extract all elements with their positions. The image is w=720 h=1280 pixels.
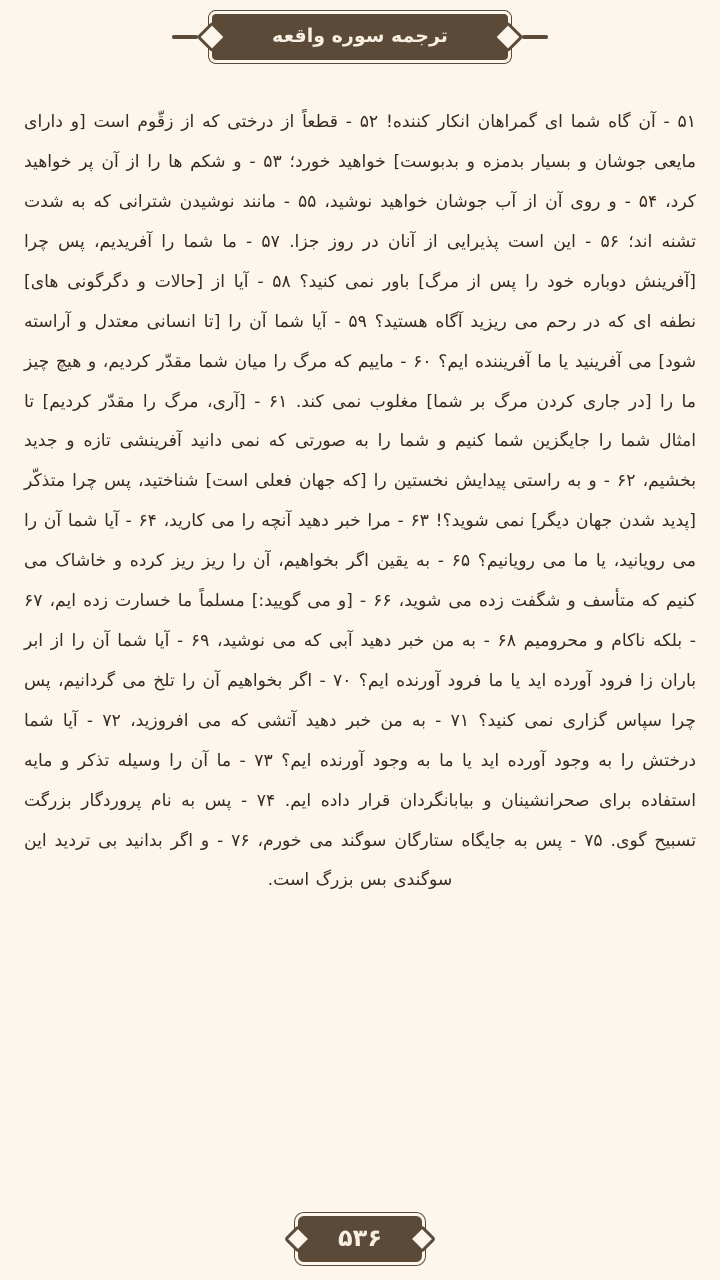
translation-paragraph: ۵۱ - آن گاه شما ای گمراهان انکار کننده! ۵۲ - قطعاً از درختی که از زقّوم است [و دارای مایعی جوشان و بسیار بدمزه و بدبوست] خواهید خورد؛ ۵۳ - و شکم ها را از آن پر خواهید کرد، ۵۴ - و روی آن از آب جوشان خواهید نوشید، ۵۵ - مانند نوشیدن شترانی که به شدت تشنه اند؛ ۵۶ - این است پذیرایی از آنان در روز جزا. ۵۷ - ما شما را آفریدیم، پس چرا [آفرینش دوباره خود را پس از مرگ] باور نمی کنید؟ ۵۸ - آیا از [حالات و دگرگونی های] نطفه ای که در رحم می ریزید آگاه هستید؟ ۵۹ - آیا شما آن را [تا انسانی معتدل و آراسته شود] می آفرینید یا ما آفریننده ایم؟ ۶۰ - ماییم که مرگ را میان شما مقدّر کردیم، و هیچ چیز ما را [در جاری کردن مرگ بر شما] مغلوب نمی کند. ۶۱ - [آری، مرگ را مقدّر کردیم] تا امثال شما را جایگزین شما کنیم و شما را به صورتی که نمی دانید آفرینشی تازه و جدید بخشیم، ۶۲ - و به راستی پیدایش نخستین را [که جهان فعلی است] شناختید، پس چرا متذکّر [پدید شدن جهان دیگر] نمی شوید؟! ۶۳ - مرا خبر دهید آنچه را می کارید، ۶۴ - آیا شما آن را می رویانید، یا ما می رویانیم؟ ۶۵ - به یقین اگر بخواهیم، آن را ریز ریز کرده و خاشاک می کنیم که متأسف و شگفت زده می شوید، ۶۶ - [و می گویید:] مسلماً ما خسارت زده ایم، ۶۷ - بلکه ناکام و محرومیم ۶۸ - به من خبر دهید آبی که می نوشید، ۶۹ - آیا شما آن را از ابر باران زا فرود آورده اید یا ما فرود آورنده ایم؟ ۷۰ - اگر بخواهیم آن را تلخ می گردانیم، پس چرا سپاس گزاری نمی کنید؟ ۷۱ - به من خبر دهید آتشی که می افروزید، ۷۲ - آیا شما درختش را به وجود آورده اید یا ما به وجود آورنده ایم؟ ۷۳ - ما آن را وسیله تذکر و مایه استفاده برای صحرانشینان و بیابانگردان قرار داده ایم. ۷۴ - پس به نام پروردگار بزرگت تسبیح گوی. ۷۵ - پس به جایگاه ستارگان سوگند می خورم، ۷۶ - و اگر بدانید بی تردید این سوگندی بس بزرگ است.: [24, 112, 697, 891]
ornament-right-icon: [172, 35, 198, 39]
surah-title: ترجمه سوره واقعه: [212, 14, 508, 60]
page-footer: [0, 1216, 720, 1262]
page-number-badge: ۵۳۶: [298, 1216, 422, 1262]
page-header: [0, 0, 720, 60]
translation-body: [0, 60, 720, 901]
ornament-left-icon: [522, 35, 548, 39]
